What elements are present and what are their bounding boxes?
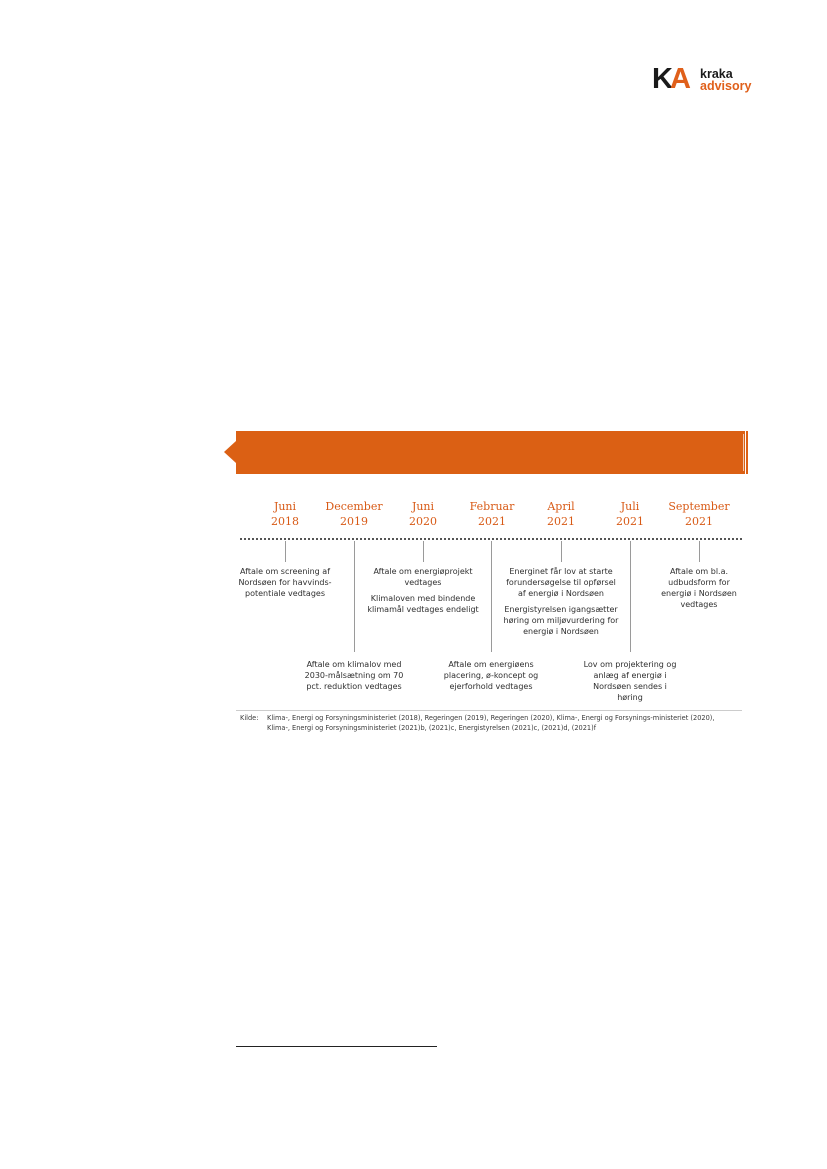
banner-edge (746, 431, 748, 474)
timeline-date-juli-2021 (590, 499, 670, 529)
date-year: 2020 (409, 515, 437, 528)
connector-december-2019 (354, 541, 355, 652)
timeline-axis (240, 538, 742, 540)
source-label: Kilde: (240, 714, 259, 722)
event-energinet-forundersoegelse (501, 566, 621, 637)
date-month: December (325, 500, 383, 513)
event-udbudsform (656, 566, 742, 610)
event-energioens-placering (439, 659, 543, 692)
logo-mark-a: A (669, 63, 688, 95)
date-month: September (668, 500, 730, 513)
event-text: Energinet får lov at starte forundersøgelse til opførsel af energiø i Nordsøen (506, 567, 616, 598)
event-text: Aftale om screening af Nordsøen for havvinds-potentiale vedtages (238, 567, 332, 598)
source-line-1: Klima-, Energi og Forsyningsministeriet (2018), Regeringen (2019), Regeringen (2020), Klima-, Energi og Forsynings-ministeriet (2020), (267, 714, 715, 722)
source-text (267, 713, 750, 733)
banner-edge-highlight (743, 434, 744, 471)
timeline-date-september-2021 (659, 499, 739, 529)
connector-juni-2020 (423, 541, 424, 562)
date-year: 2021 (616, 515, 644, 528)
logo-line-advisory: advisory (700, 79, 752, 93)
event-text: Aftale om klimalov med 2030-målsætning om 70 pct. reduktion vedtages (304, 660, 404, 691)
banner-arrow-icon (224, 441, 236, 463)
logo-mark (652, 63, 688, 95)
timeline-date-december-2019 (314, 499, 394, 529)
timeline-date-februar-2021 (452, 499, 532, 529)
date-month: Juni (273, 500, 297, 513)
date-year: 2019 (340, 515, 368, 528)
connector-juni-2018 (285, 541, 286, 562)
date-month: Juni (411, 500, 435, 513)
source-divider (236, 710, 742, 711)
event-text: Aftale om bl.a. udbudsform for energiø i Nordsøen vedtages (661, 567, 737, 609)
event-text: Lov om projektering og anlæg af energiø i Nordsøen sendes i høring (583, 660, 677, 702)
date-year: 2021 (478, 515, 506, 528)
event-screening-nordsoen (238, 566, 332, 599)
event-lov-projektering (582, 659, 678, 703)
date-month: Februar (469, 500, 515, 513)
kraka-advisory-logo (652, 63, 756, 95)
logo-mark-k: K (652, 63, 670, 95)
event-text: Aftale om energiøprojekt vedtages (373, 567, 473, 587)
logo-wordmark (700, 68, 751, 92)
event-text: Klimaloven med bindende klimamål vedtages endeligt (367, 594, 479, 614)
event-text: Energistyrelsen igangsætter høring om miljøvurdering for energiø i Nordsøen (503, 605, 619, 636)
event-klimalov-2030 (302, 659, 406, 692)
connector-april-2021 (561, 541, 562, 562)
timeline-date-juni-2020 (383, 499, 463, 529)
date-year: 2021 (685, 515, 713, 528)
date-month: Juli (620, 500, 640, 513)
timeline-date-juni-2018 (245, 499, 325, 529)
connector-juli-2021 (630, 541, 631, 652)
footnote-divider (236, 1046, 437, 1047)
source-line-2: Klima-, Energi og Forsyningsministeriet (2021)b, (2021)c, Energistyrelsen (2021)c, (2021)d, (2021)f (267, 724, 597, 732)
date-year: 2021 (547, 515, 575, 528)
event-text: Aftale om energiøens placering, ø-koncept og ejerforhold vedtages (443, 660, 539, 691)
timeline-date-april-2021 (521, 499, 601, 529)
date-year: 2018 (271, 515, 299, 528)
date-month: April (547, 500, 575, 513)
event-energioprojekt (358, 566, 488, 615)
figure-header-banner (236, 431, 745, 474)
connector-september-2021 (699, 541, 700, 562)
connector-februar-2021 (491, 541, 492, 652)
logo-line-kraka: kraka (700, 67, 733, 81)
